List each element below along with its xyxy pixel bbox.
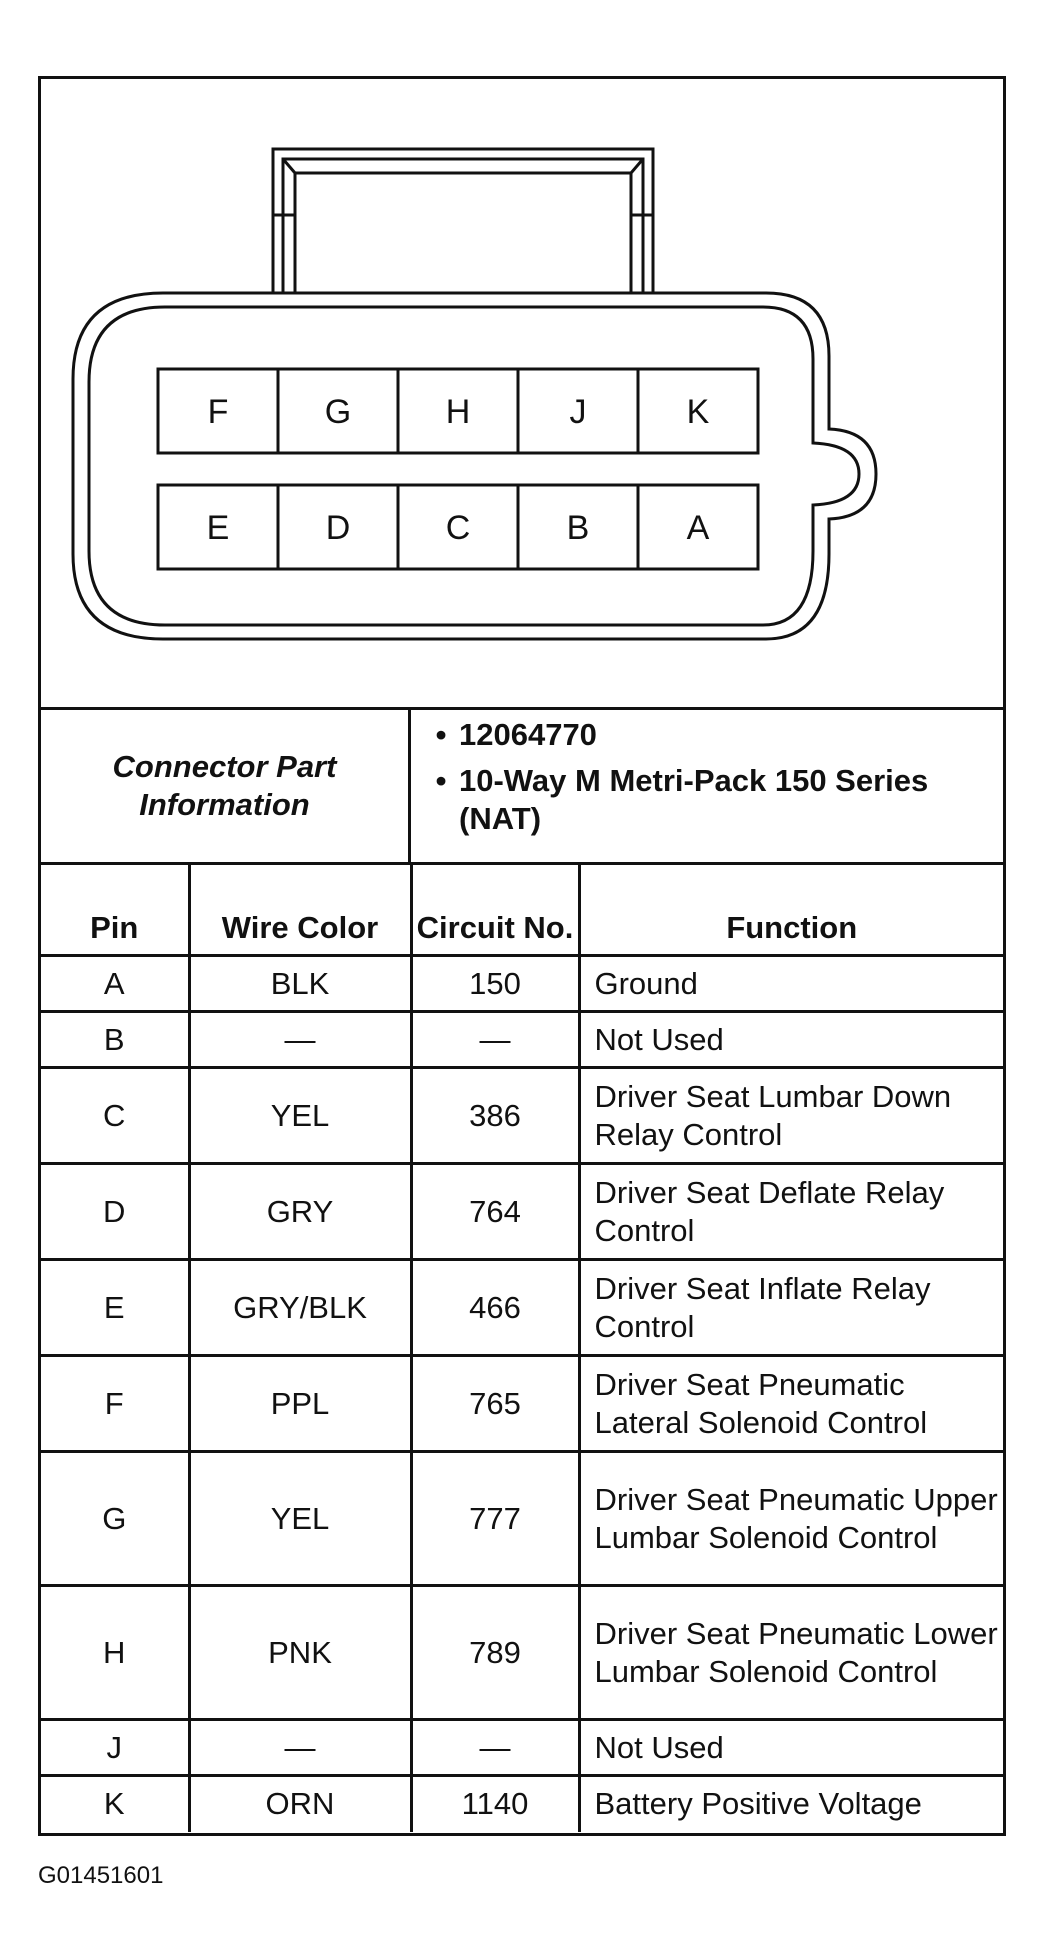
table-row <box>41 1260 1003 1356</box>
connector-pin-cavity <box>398 485 518 569</box>
wire-color-cell: GRY/BLK <box>189 1260 411 1356</box>
connector-pin-cavity <box>518 485 638 569</box>
pin-cell: H <box>41 1586 189 1720</box>
circuit-cell: 466 <box>411 1260 579 1356</box>
bullet: • <box>435 763 447 798</box>
function-cell: Not Used <box>579 1012 1003 1068</box>
header-wire-color: Wire Color <box>189 864 411 956</box>
function-cell: Battery Positive Voltage <box>579 1776 1003 1832</box>
circuit-cell: — <box>411 1720 579 1776</box>
pin-grid <box>158 369 758 569</box>
part-number-item <box>423 716 983 754</box>
pin-table <box>41 862 1003 1832</box>
circuit-cell: 150 <box>411 956 579 1012</box>
pin-label: E <box>206 509 230 547</box>
diagram-frame <box>38 76 1006 1836</box>
circuit-cell: 1140 <box>411 1776 579 1832</box>
table-row <box>41 1356 1003 1452</box>
function-cell: Not Used <box>579 1720 1003 1776</box>
pin-label: J <box>569 393 587 431</box>
pin-label: C <box>445 509 471 547</box>
function-cell: Driver Seat Pneumatic Lateral Solenoid Control <box>579 1356 1003 1452</box>
connector-type-item <box>423 762 983 838</box>
pin-cell: C <box>41 1068 189 1164</box>
part-info-list <box>423 716 983 846</box>
wire-color-cell: ORN <box>189 1776 411 1832</box>
function-cell: Driver Seat Lumbar Down Relay Control <box>579 1068 1003 1164</box>
connector-latch <box>273 149 653 293</box>
function-cell: Driver Seat Inflate Relay Control <box>579 1260 1003 1356</box>
circuit-cell: 789 <box>411 1586 579 1720</box>
wire-color-cell: GRY <box>189 1164 411 1260</box>
table-row <box>41 1586 1003 1720</box>
table-row <box>41 1068 1003 1164</box>
pin-cell: A <box>41 956 189 1012</box>
pin-label: A <box>686 509 710 547</box>
wire-color-cell: BLK <box>189 956 411 1012</box>
circuit-cell: 764 <box>411 1164 579 1260</box>
function-cell: Driver Seat Pneumatic Lower Lumbar Solenoid Control <box>579 1586 1003 1720</box>
table-row <box>41 1720 1003 1776</box>
wire-color-cell: PNK <box>189 1586 411 1720</box>
connector-part-info <box>41 707 1003 862</box>
pin-cell: K <box>41 1776 189 1832</box>
connector-housing-inner <box>89 307 859 625</box>
circuit-cell: 386 <box>411 1068 579 1164</box>
part-number: 12064770 <box>459 717 597 752</box>
figure-id: G01451601 <box>38 1862 164 1889</box>
table-row <box>41 1776 1003 1832</box>
part-info-label: Connector Part Information <box>41 710 411 862</box>
pin-label: B <box>566 509 590 547</box>
function-cell: Driver Seat Deflate Relay Control <box>579 1164 1003 1260</box>
pin-label: D <box>325 509 351 547</box>
pin-label: K <box>686 393 710 431</box>
table-row <box>41 956 1003 1012</box>
circuit-cell: 777 <box>411 1452 579 1586</box>
connector-pin-cavity <box>158 485 278 569</box>
wire-color-cell: YEL <box>189 1452 411 1586</box>
wire-color-cell: — <box>189 1720 411 1776</box>
connector-pin-cavity <box>518 369 638 453</box>
pin-cell: F <box>41 1356 189 1452</box>
connector-pin-cavity <box>278 485 398 569</box>
header-pin: Pin <box>41 864 189 956</box>
connector-type: 10-Way M Metri-Pack 150 Series (NAT) <box>459 763 929 836</box>
pin-cell: B <box>41 1012 189 1068</box>
pin-cell: E <box>41 1260 189 1356</box>
circuit-cell: — <box>411 1012 579 1068</box>
bullet: • <box>435 717 447 752</box>
pin-cell: D <box>41 1164 189 1260</box>
connector-pin-cavity <box>638 485 758 569</box>
function-cell: Driver Seat Pneumatic Upper Lumbar Solenoid Control <box>579 1452 1003 1586</box>
pin-cell: J <box>41 1720 189 1776</box>
header-circuit: Circuit No. <box>411 864 579 956</box>
table-row <box>41 1452 1003 1586</box>
function-cell: Ground <box>579 956 1003 1012</box>
connector-pin-cavity <box>278 369 398 453</box>
pin-cell: G <box>41 1452 189 1586</box>
pin-label: G <box>324 393 352 431</box>
wire-color-cell: — <box>189 1012 411 1068</box>
circuit-cell: 765 <box>411 1356 579 1452</box>
header-function: Function <box>579 864 1003 956</box>
table-row <box>41 1012 1003 1068</box>
connector-pin-cavity <box>398 369 518 453</box>
pin-label: F <box>207 393 229 431</box>
table-row <box>41 1164 1003 1260</box>
connector-diagram <box>41 79 1003 707</box>
connector-pin-cavity <box>638 369 758 453</box>
pin-label: H <box>445 393 471 431</box>
connector-pin-cavity <box>158 369 278 453</box>
connector-housing-outer <box>73 293 876 639</box>
wire-color-cell: PPL <box>189 1356 411 1452</box>
wire-color-cell: YEL <box>189 1068 411 1164</box>
